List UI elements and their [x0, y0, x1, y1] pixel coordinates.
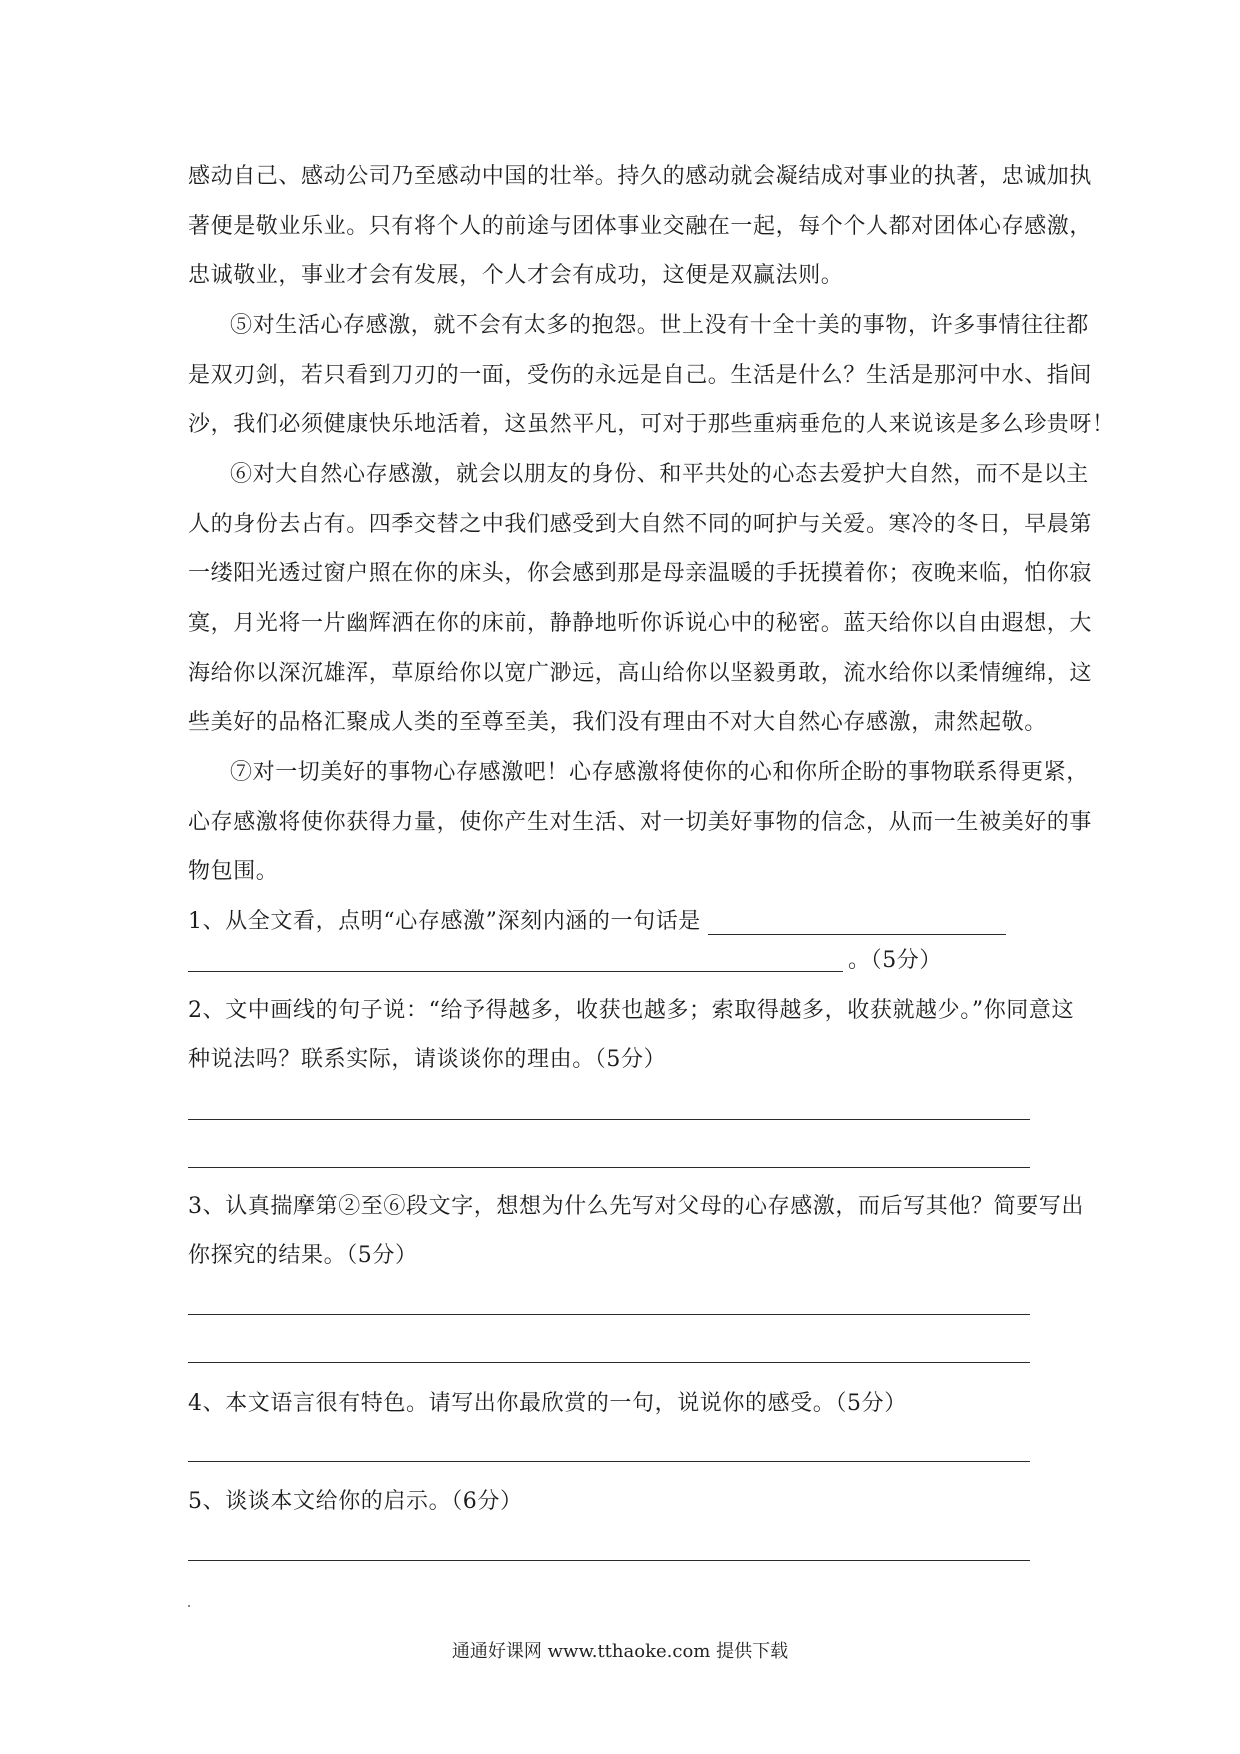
passage-line: 人的身份去占有。四季交替之中我们感受到大自然不同的呵护与关爱。寒冷的冬日，早晨第 [188, 512, 1093, 537]
page-footer: 通通好课网 www.tthaoke.com 提供下载 [451, 1641, 789, 1662]
question-2-text: 2、文中画线的句子说：“给予得越多，收获也越多；索取得越多，收获就越少。”你同意这 [188, 998, 1075, 1023]
question-1-score: 。（5分） [848, 948, 942, 973]
passage-line: 心存感激将使你获得力量，使你产生对生活、对一切美好事物的信念，从而一生被美好的事 [188, 810, 1093, 835]
question-1-answer-blank-1[interactable] [708, 934, 1006, 935]
question-1-answer-blank-2[interactable] [188, 971, 843, 972]
passage-line: 海给你以深沉雄浑，草原给你以宽广渺远，高山给你以坚毅勇敢，流水给你以柔情缠绵，这 [188, 661, 1093, 686]
scan-speck [188, 1605, 190, 1607]
passage-line: 忠诚敬业，事业才会有发展，个人才会有成功，这便是双赢法则。 [188, 263, 844, 288]
passage-line: 些美好的品格汇聚成人类的至尊至美，我们没有理由不对大自然心存感激，肃然起敬。 [188, 710, 1047, 735]
passage-line: 一缕阳光透过窗户照在你的床头，你会感到那是母亲温暖的手抚摸着你；夜晚来临，怕你寂 [188, 561, 1093, 586]
passage-line: 是双刃剑，若只看到刀刃的一面，受伤的永远是自己。生活是什么？生活是那河中水、指间 [188, 363, 1093, 388]
paragraph-5-start: ⑤对生活心存感激，就不会有太多的抱怨。世上没有十全十美的事物，许多事情往往都 [230, 313, 1089, 338]
paragraph-6-start: ⑥对大自然心存感激，就会以朋友的身份、和平共处的心态去爱护大自然，而不是以主 [230, 462, 1089, 487]
question-4-answer-line[interactable] [188, 1461, 1030, 1462]
question-5-text: 5、谈谈本文给你的启示。（6分） [188, 1489, 523, 1514]
question-1-text: 1、从全文看，点明“心存感激”深刻内涵的一句话是 [188, 909, 701, 934]
passage-line: 寞，月光将一片幽辉洒在你的床前，静静地听你诉说心中的秘密。蓝天给你以自由遐想，大 [188, 611, 1093, 636]
question-4-text: 4、本文语言很有特色。请写出你最欣赏的一句，说说你的感受。（5分） [188, 1391, 907, 1416]
question-2-text-cont: 种说法吗？联系实际，请谈谈你的理由。（5分） [188, 1047, 667, 1072]
question-3-answer-line-1[interactable] [188, 1314, 1030, 1315]
question-3-text: 3、认真揣摩第②至⑥段文字，想想为什么先写对父母的心存感激，而后写其他？简要写出 [188, 1194, 1084, 1219]
question-2-answer-line-2[interactable] [188, 1167, 1030, 1168]
question-5-answer-line[interactable] [188, 1560, 1030, 1561]
passage-line: 沙，我们必须健康快乐地活着，这虽然平凡，可对于那些重病垂危的人来说该是多么珍贵呀！ [188, 412, 1115, 437]
question-3-text-cont: 你探究的结果。（5分） [188, 1243, 418, 1268]
paragraph-7-start: ⑦对一切美好的事物心存感激吧！心存感激将使你的心和你所企盼的事物联系得更紧， [230, 760, 1089, 785]
question-2-answer-line-1[interactable] [188, 1119, 1030, 1120]
passage-line: 物包围。 [188, 859, 279, 884]
passage-line: 著便是敬业乐业。只有将个人的前途与团体事业交融在一起，每个个人都对团体心存感激， [188, 214, 1093, 239]
passage-line: 感动自己、感动公司乃至感动中国的壮举。持久的感动就会凝结成对事业的执著，忠诚加执 [188, 164, 1093, 189]
question-3-answer-line-2[interactable] [188, 1362, 1030, 1363]
